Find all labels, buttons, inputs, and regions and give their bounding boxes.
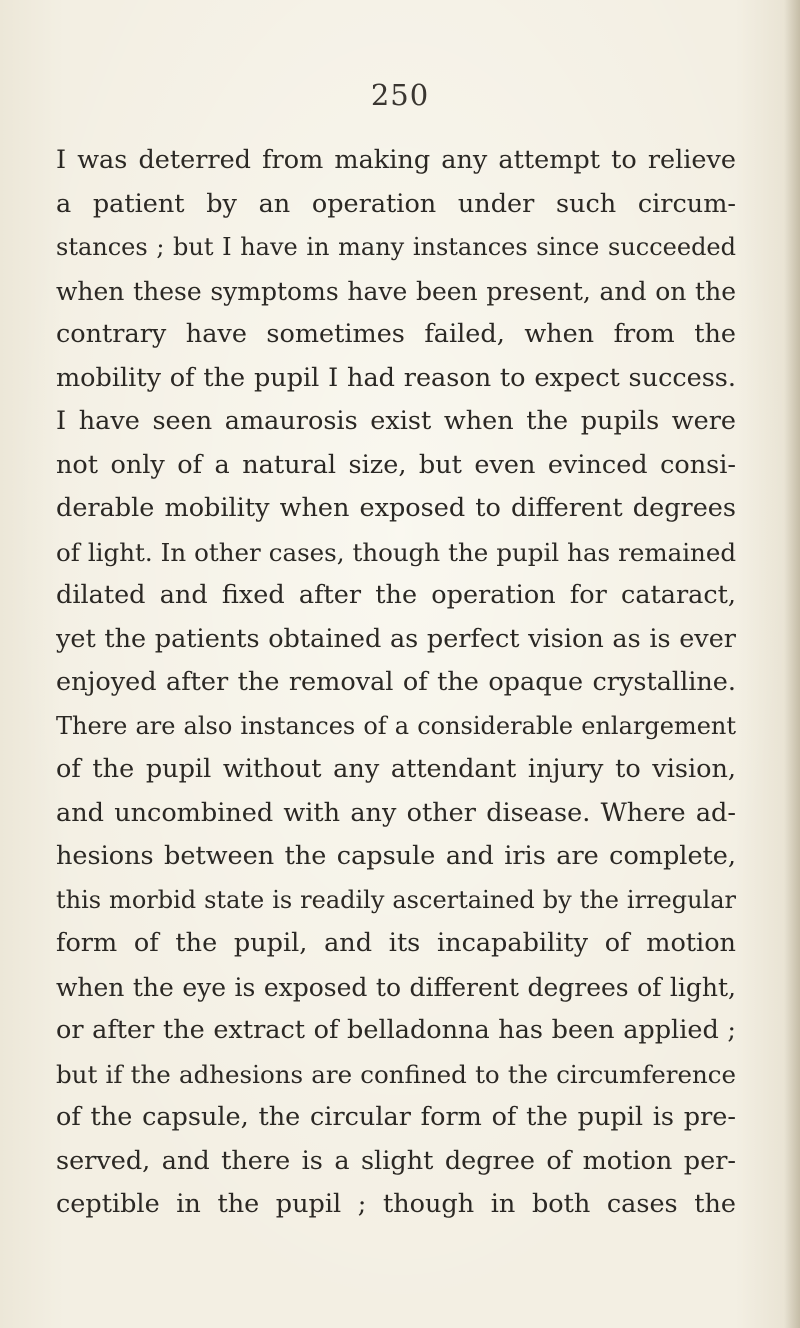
text-line: I was deterred from making any attempt to relieve	[56, 145, 736, 175]
page-edge-shadow	[784, 0, 800, 1328]
text-line: I have seen amaurosis exist when the pupils were	[56, 406, 736, 436]
text-line: hesions between the capsule and iris are complete,	[56, 841, 736, 871]
text-line: of the pupil without any attendant injury to vision,	[56, 754, 736, 784]
text-line: form of the pupil, and its incapability of motion	[56, 928, 736, 958]
text-line: contrary have sometimes failed, when from the	[56, 319, 736, 349]
text-line: a patient by an operation under such circum-	[56, 188, 736, 219]
text-line: ceptible in the pupil ; though in both cases the	[56, 1189, 736, 1219]
text-line: enjoyed after the removal of the opaque crystalline.	[56, 667, 736, 697]
page-number: 250	[370, 78, 430, 112]
text-line: but if the adhesions are confined to the circumference	[56, 1059, 736, 1089]
body-text	[56, 139, 736, 1227]
text-line: of light. In other cases, though the pupil has remained	[56, 537, 736, 567]
text-line: this morbid state is readily ascertained by the irregular	[56, 885, 736, 914]
text-line: or after the extract of belladonna has been applied ;	[56, 1015, 736, 1045]
text-line: when the eye is exposed to different degrees of light,	[56, 972, 736, 1002]
text-line: derable mobility when exposed to different degrees	[56, 493, 736, 523]
text-line: mobility of the pupil I had reason to expect success.	[56, 362, 736, 393]
text-line: served, and there is a slight degree of motion per-	[56, 1145, 736, 1176]
text-line: stances ; but I have in many instances since succeeded	[56, 233, 736, 261]
text-line: yet the patients obtained as perfect vision as is ever	[56, 623, 736, 654]
text-line: when these symptoms have been present, and on the	[56, 276, 736, 306]
text-line: dilated and fixed after the operation for cataract,	[56, 580, 736, 610]
text-line: There are also instances of a considerable enlargement	[56, 711, 736, 740]
text-line: of the capsule, the circular form of the pupil is pre-	[56, 1102, 736, 1132]
text-line: and uncombined with any other disease. Where ad-	[56, 797, 736, 828]
text-line: not only of a natural size, but even evinced consi-	[56, 449, 736, 480]
